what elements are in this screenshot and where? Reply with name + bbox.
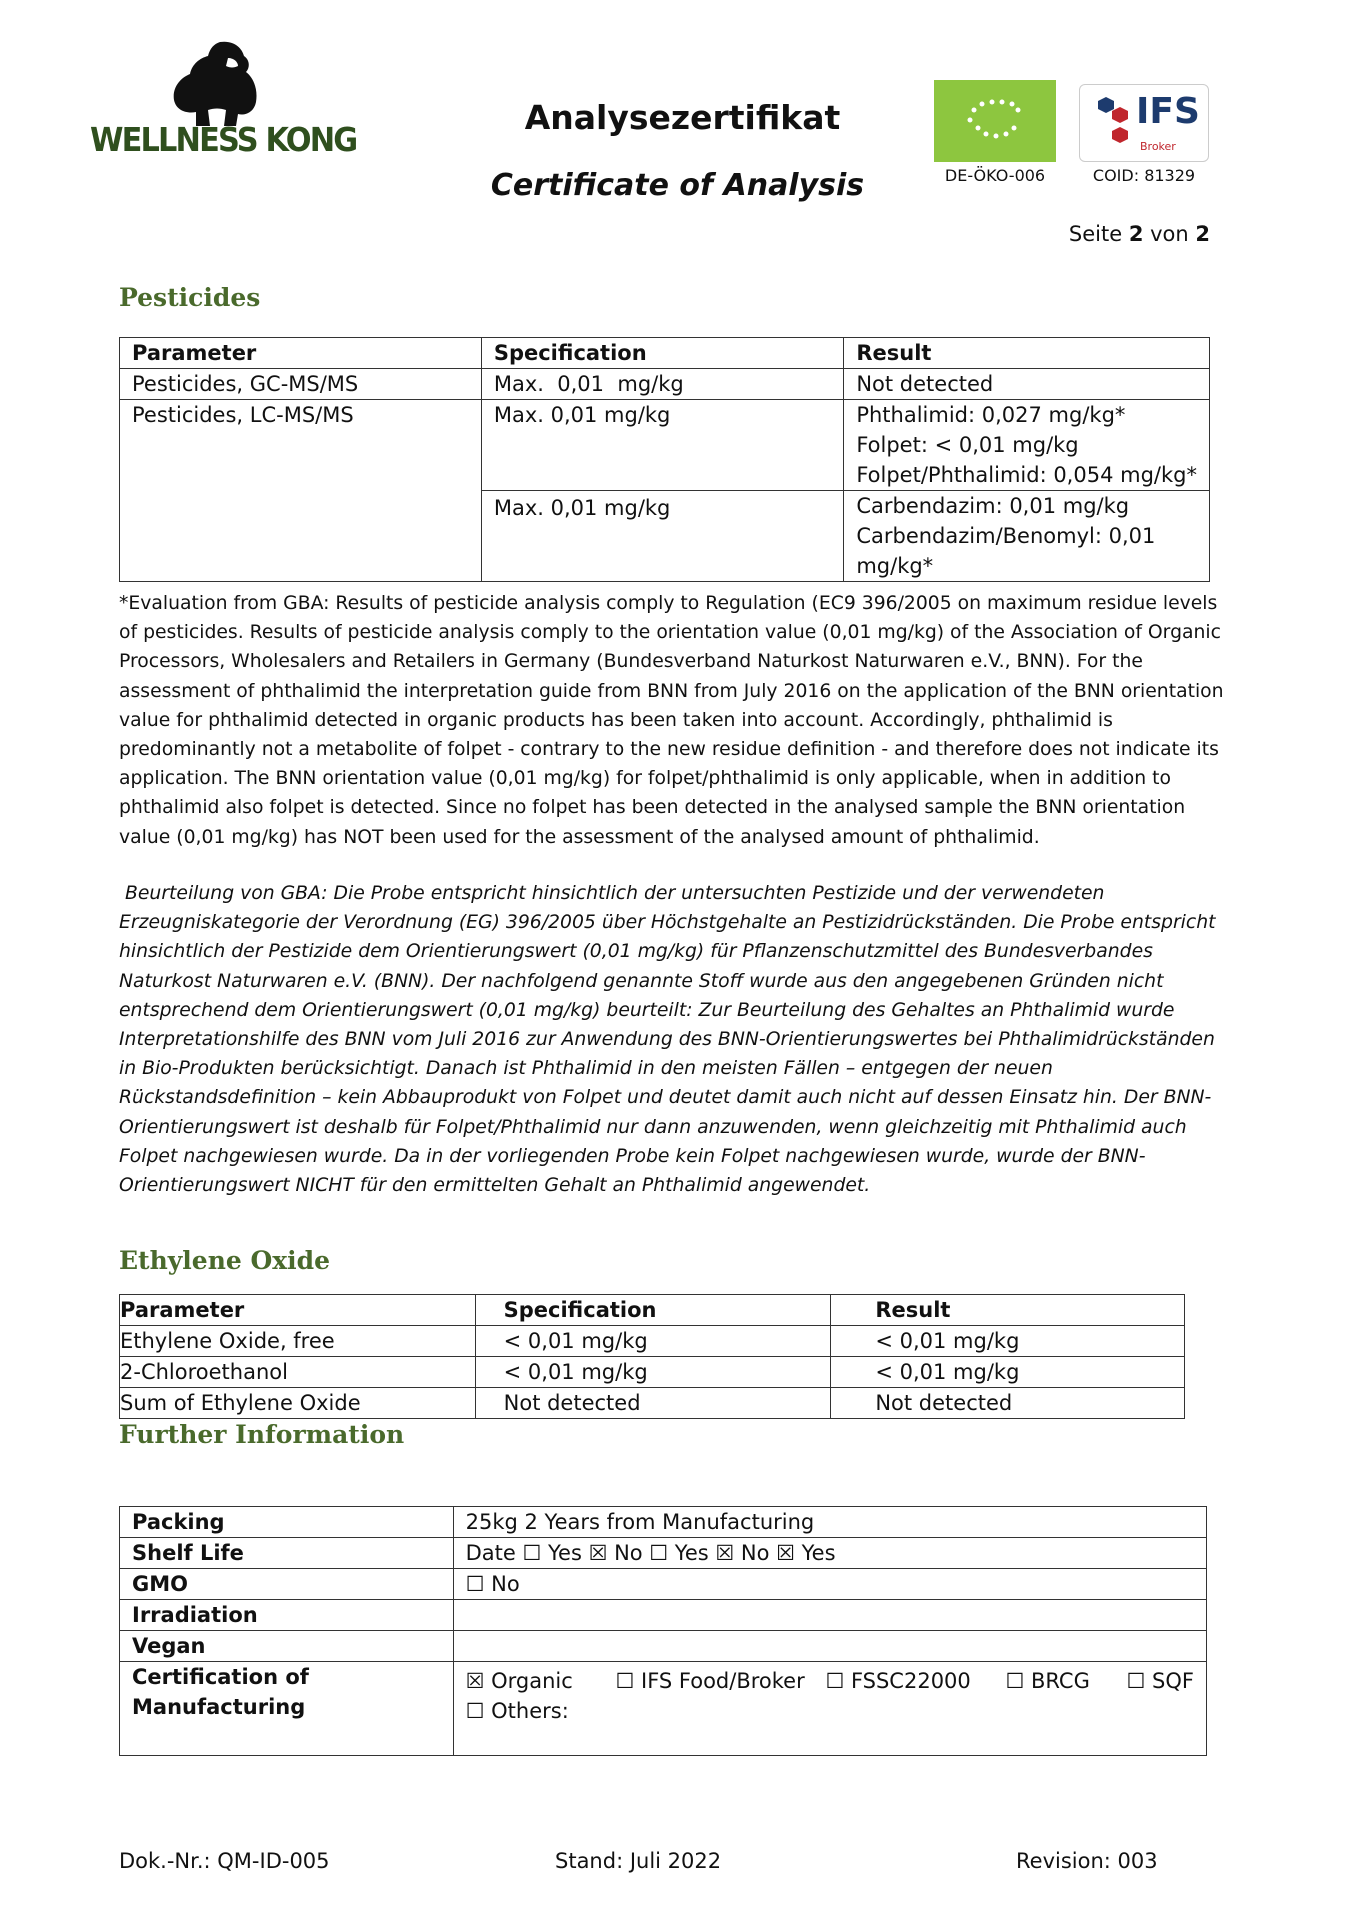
row-label: Irradiation — [120, 1600, 454, 1631]
page-mid: von — [1143, 222, 1196, 246]
table-cell: Ethylene Oxide, free — [120, 1326, 476, 1357]
row-value — [453, 1662, 1206, 1756]
brand-name: WELLNESS KONG — [90, 120, 357, 159]
ethylene-oxide-heading: Ethylene Oxide — [119, 1246, 331, 1275]
table-cell: Not detected — [475, 1388, 831, 1419]
table-row — [120, 1388, 1185, 1419]
table-row — [120, 1662, 1207, 1756]
result-line: mg/kg* — [856, 554, 934, 578]
row-value — [453, 1600, 1206, 1631]
row-label: Vegan — [120, 1631, 454, 1662]
document-title-en: Certificate of Analysis — [490, 168, 865, 203]
evaluation-note-de: Beurteilung von GBA: Die Probe entspricht hinsichtlich der untersuchten Pestizide und der verwendeten Erzeugniskategorie der Verordnung (EG) 396/2005 über Höchstgehalte an Pestizidrückständen. Die Probe entspricht hinsichtlich der Pestizide dem Orientierungswert (0,01 mg/kg) für Pflanzenschutzmittel des Bundesverbandes Naturkost Naturwaren e.V. (BNN). Der nachfolgend genannte Stoff wurde aus den angegebenen Gründen nicht entsprechend dem Orientierungswert (0,01 mg/kg) beurteilt: Zur Beurteilung des Gehaltes an Phthalimid wurde Interpretationshilfe des BNN vom Juli 2016 zur Anwendung des BNN-Orientierungswertes bei Phthalimidrückständen in Bio-Produkten berücksichtigt. Danach ist Phthalimid in den meisten Fällen – entgegen der neuen Rückstandsdefinition – kein Abbauprodukt von Folpet und deutet damit auch nicht auf dessen Einsatz hin. Der BNN-Orientierungswert ist deshalb für Folpet/Phthalimid nur dann anzuwenden, wenn gleichzeitig mit Phthalimid auch Folpet nachgewiesen wurde. Da in der vorliegenden Probe kein Folpet nachgewiesen wurde, wurde der BNN-Orientierungswert NICHT für den ermittelten Gehalt an Phthalimid angewendet. — [119, 883, 1222, 1197]
document-title-de: Analysezertifikat — [524, 98, 841, 137]
column-header: Parameter — [120, 1295, 476, 1326]
table-row — [120, 369, 1210, 400]
page-prefix: Seite — [1068, 222, 1129, 246]
result-line: Carbendazim: 0,01 mg/kg — [856, 494, 1130, 518]
eu-organic-logo — [934, 80, 1056, 162]
table-cell: Sum of Ethylene Oxide — [120, 1388, 476, 1419]
page-total: 2 — [1195, 222, 1210, 246]
row-label: Packing — [120, 1507, 454, 1538]
table-cell: Max. 0,01 mg/kg — [481, 369, 844, 400]
table-cell: < 0,01 mg/kg — [475, 1326, 831, 1357]
result-line: Folpet/Phthalimid: 0,054 mg/kg* — [856, 463, 1197, 487]
table-cell: < 0,01 mg/kg — [831, 1326, 1185, 1357]
row-value: Date ☐ Yes ☒ No ☐ Yes ☒ No ☒ Yes — [453, 1538, 1206, 1569]
table-row — [120, 1631, 1207, 1662]
ifs-broker-logo — [1079, 84, 1209, 162]
row-value — [453, 1631, 1206, 1662]
cert-option-others[interactable]: ☐ Others: — [465, 1699, 569, 1723]
column-header: Result — [831, 1295, 1185, 1326]
page-current: 2 — [1128, 222, 1144, 246]
table-cell: Max. 0,01 mg/kg — [481, 400, 844, 491]
row-label: Shelf Life — [120, 1538, 454, 1569]
column-header: Specification — [475, 1295, 831, 1326]
row-label: GMO — [120, 1569, 454, 1600]
cert-option-organic[interactable]: ☒ Organic — [465, 1669, 573, 1693]
column-header: Result — [844, 338, 1210, 369]
result-line: Carbendazim/Benomyl: 0,01 — [856, 524, 1156, 548]
further-information-heading: Further Information — [119, 1420, 405, 1449]
gorilla-icon — [150, 38, 280, 128]
table-row — [120, 1600, 1207, 1631]
cert-option-sqf[interactable]: ☐ SQF — [1126, 1669, 1194, 1693]
table-cell — [844, 400, 1210, 491]
table-cell: Not detected — [831, 1388, 1185, 1419]
table-cell — [844, 491, 1210, 582]
ifs-coid: COID: 81329 — [1092, 166, 1196, 185]
pesticides-table — [119, 337, 1210, 582]
column-header: Specification — [481, 338, 844, 369]
table-cell: Pesticides, GC-MS/MS — [120, 369, 482, 400]
column-header: Parameter — [120, 338, 482, 369]
eu-control-code: DE-ÖKO-006 — [944, 166, 1046, 185]
ifs-brand: IFS — [1136, 91, 1200, 132]
eu-leaf-stars-icon — [934, 80, 1056, 162]
pesticides-heading: Pesticides — [119, 283, 261, 312]
table-cell: < 0,01 mg/kg — [831, 1357, 1185, 1388]
row-value: 25kg 2 Years from Manufacturing — [453, 1507, 1206, 1538]
cert-option-brcg[interactable]: ☐ BRCG — [1005, 1669, 1090, 1693]
table-row — [120, 400, 1210, 491]
cert-option-fssc[interactable]: ☐ FSSC22000 — [825, 1669, 971, 1693]
table-row — [120, 1538, 1207, 1569]
table-header-row — [120, 338, 1210, 369]
row-value: ☐ No — [453, 1569, 1206, 1600]
further-information-table — [119, 1506, 1207, 1756]
result-line: Folpet: < 0,01 mg/kg — [856, 433, 1079, 457]
wellness-kong-logo — [90, 38, 357, 163]
footer-stand: Stand: Juli 2022 — [555, 1849, 722, 1873]
footer-revision: Revision: 003 — [1016, 1849, 1158, 1873]
ethylene-oxide-table — [119, 1294, 1185, 1419]
table-cell: Max. 0,01 mg/kg — [481, 491, 844, 582]
table-row — [120, 1326, 1185, 1357]
table-cell: Not detected — [844, 369, 1210, 400]
table-header-row — [120, 1295, 1185, 1326]
table-row — [120, 1357, 1185, 1388]
ifs-hexagon-icon — [1092, 93, 1142, 153]
row-label: Certification of Manufacturing — [120, 1662, 454, 1756]
table-row — [120, 1507, 1207, 1538]
footer-doc-number: Dok.-Nr.: QM-ID-005 — [119, 1849, 330, 1873]
certification-options — [466, 1666, 1194, 1696]
table-cell: 2-Chloroethanol — [120, 1357, 476, 1388]
evaluation-note-en: *Evaluation from GBA: Results of pesticide analysis comply to Regulation (EC9 396/2005 on maximum residue levels of pesticides. Results of pesticide analysis comply to the orientation value (0,01 mg/kg) of the Association of Organic Processors, Wholesalers and Retailers in Germany (Bundesverband Naturkost Naturwaren e.V., BNN). For the assessment of phthalimid the interpretation guide from BNN from July 2016 on the application of the BNN orientation value for phthalimid detected in organic products has been taken into account. Accordingly, phthalimid is predominantly not a metabolite of folpet - contrary to the new residue definition - and therefore does not indicate its application. The BNN orientation value (0,01 mg/kg) for folpet/phthalimid is only applicable, when in addition to phthalimid also folpet is detected. Since no folpet has been detected in the analysed sample the BNN orientation value (0,01 mg/kg) has NOT been used for the assessment of the analysed amount of phthalimid. — [119, 593, 1224, 848]
result-line: Phthalimid: 0,027 mg/kg* — [856, 403, 1126, 427]
table-row — [120, 1569, 1207, 1600]
table-cell: Pesticides, LC-MS/MS — [120, 400, 482, 582]
table-cell: < 0,01 mg/kg — [475, 1357, 831, 1388]
ifs-sub-label: Broker — [1140, 140, 1176, 153]
cert-option-ifs[interactable]: ☐ IFS Food/Broker — [615, 1669, 805, 1693]
page-number — [1050, 222, 1210, 246]
